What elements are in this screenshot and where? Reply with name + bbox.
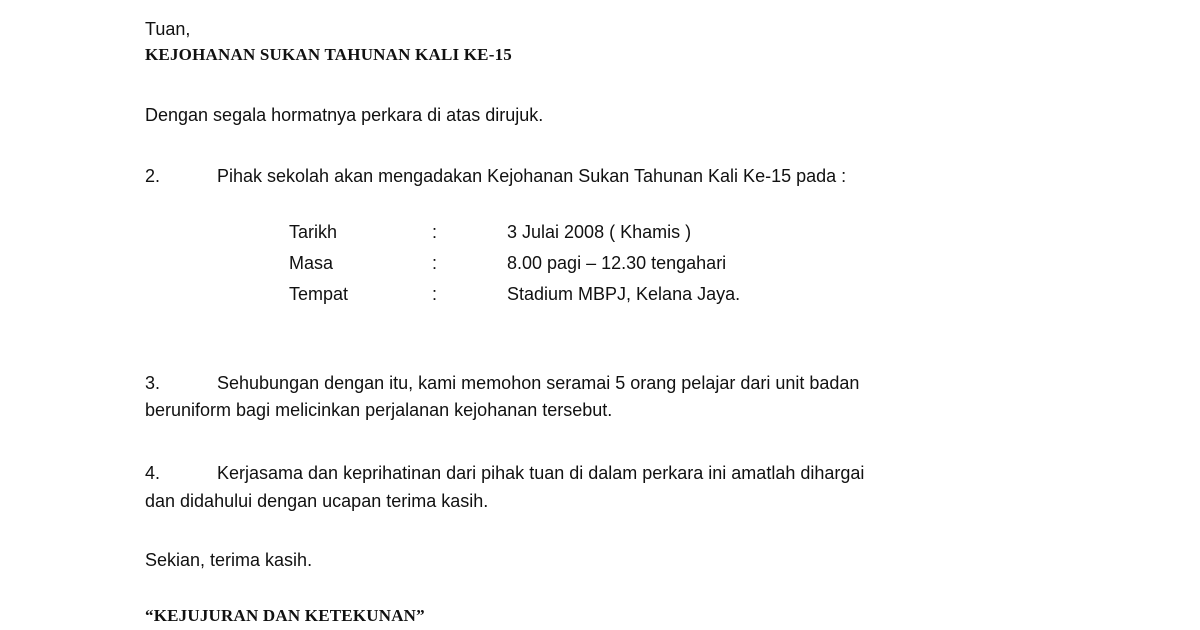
detail-value: Stadium MBPJ, Kelana Jaya.	[507, 284, 741, 304]
detail-label: Tempat	[289, 284, 349, 304]
detail-label: Tarikh	[289, 222, 338, 242]
detail-colon: :	[432, 253, 438, 273]
paragraph-3-number: 3.	[145, 373, 161, 393]
detail-colon: :	[432, 284, 438, 304]
paragraph-4-line-2: dan didahului dengan ucapan terima kasih.	[145, 491, 489, 511]
detail-value: 3 Julai 2008 ( Khamis )	[507, 222, 692, 242]
detail-colon: :	[432, 222, 438, 242]
paragraph-4-number: 4.	[145, 463, 161, 483]
school-motto: “KEJUJURAN DAN KETEKUNAN”	[145, 606, 425, 625]
detail-value: 8.00 pagi – 12.30 tengahari	[507, 253, 727, 273]
paragraph-2-number: 2.	[145, 166, 161, 186]
opening-sentence: Dengan segala hormatnya perkara di atas dirujuk.	[145, 105, 544, 125]
detail-label: Masa	[289, 253, 334, 273]
paragraph-2-text: Pihak sekolah akan mengadakan Kejohanan Sukan Tahunan Kali Ke-15 pada :	[217, 166, 847, 186]
paragraph-3-line-1: Sehubungan dengan itu, kami memohon seramai 5 orang pelajar dari unit badan	[217, 373, 860, 393]
salutation: Tuan,	[145, 19, 191, 39]
letter-subject: KEJOHANAN SUKAN TAHUNAN KALI KE-15	[145, 45, 512, 64]
paragraph-4-line-1: Kerjasama dan keprihatinan dari pihak tuan di dalam perkara ini amatlah dihargai	[217, 463, 865, 483]
paragraph-3-line-2: beruniform bagi melicinkan perjalanan kejohanan tersebut.	[145, 400, 613, 420]
closing-line: Sekian, terima kasih.	[145, 550, 313, 570]
